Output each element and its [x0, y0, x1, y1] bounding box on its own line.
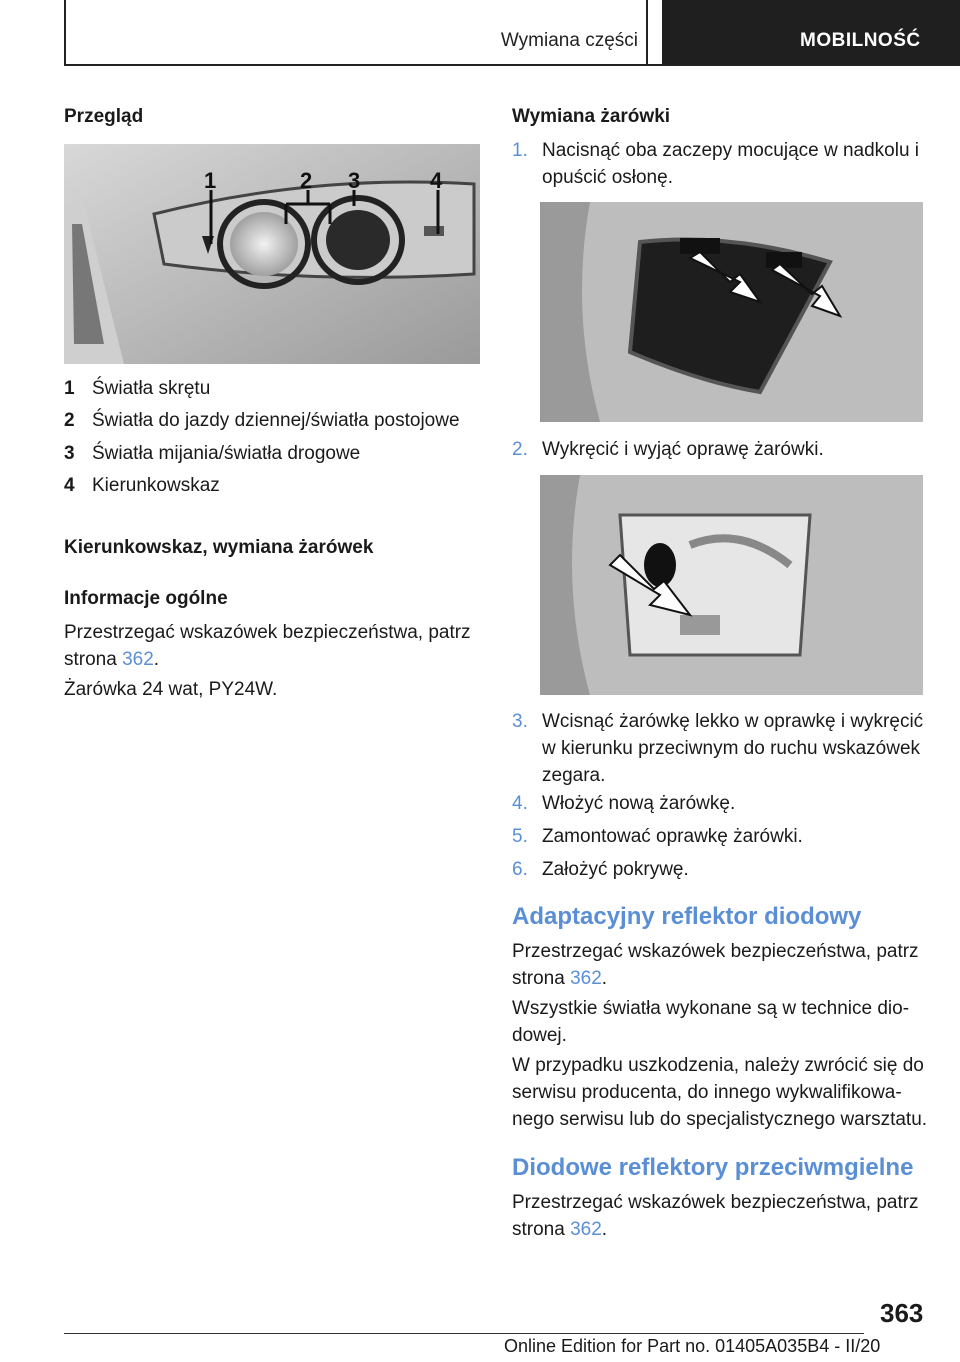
- page-link[interactable]: 362: [122, 649, 154, 670]
- general-info-title: Informacje ogólne: [64, 588, 228, 609]
- legend-text: Kierunkowskaz: [92, 475, 220, 496]
- step-number: 2.: [512, 439, 528, 460]
- step-text: Założyć pokrywę.: [542, 859, 689, 880]
- legend-number: 3: [64, 443, 75, 464]
- headlight-illustration: [64, 144, 480, 364]
- overview-title: Przegląd: [64, 106, 144, 127]
- page-link[interactable]: 362: [570, 1219, 602, 1240]
- legend-text: Światła do jazdy dziennej/światła postojowe: [92, 410, 460, 431]
- bulb-holder-illustration: [540, 475, 923, 695]
- section-title-turn-signal: Kierunkowskaz, wymiana żarówek: [64, 537, 374, 558]
- legend-row: [64, 443, 360, 465]
- callout-1: 1: [204, 168, 217, 193]
- step-text: Zamontować oprawkę żarówki.: [542, 826, 803, 847]
- callout-2: 2: [300, 168, 313, 193]
- edition-text: Online Edition for Part no. 01405A035B4 - II/20: [504, 1336, 881, 1356]
- page-link[interactable]: 362: [570, 968, 602, 989]
- step-number: 4.: [512, 793, 528, 814]
- page-number: 363: [880, 1298, 924, 1328]
- callout-4: 4: [430, 168, 443, 193]
- header-rule: [64, 64, 960, 66]
- step-text: Wykręcić i wyjąć oprawę żarówki.: [542, 439, 824, 460]
- replace-bulb-title: Wymiana żarówki: [512, 106, 671, 127]
- cover-illustration: [540, 202, 923, 422]
- legend-row: [64, 410, 460, 432]
- general-info-text: Przestrzegać wskazówek bezpieczeństwa, patrz strona 362.: [64, 622, 471, 670]
- step-number: 5.: [512, 826, 528, 847]
- legend-text: Światła skrętu: [92, 378, 211, 399]
- step-number: 1.: [512, 140, 528, 161]
- header-section-title: Wymiana części: [500, 30, 638, 51]
- adaptive-led-text: Wszystkie światła wykonane są w technice diodowej.: [512, 998, 910, 1046]
- legend-row: [64, 475, 220, 497]
- bulb-spec-text: Żarówka 24 wat, PY24W.: [64, 679, 278, 700]
- step-text: Nacisnąć oba zaczepy mocujące w nadkolu i opuścić osłonę.: [542, 140, 920, 188]
- wheel-arch-cover-photo: [540, 202, 923, 422]
- legend-row: [64, 378, 210, 400]
- legend-number: 2: [64, 410, 75, 431]
- fog-lights-title: Diodowe reflektory przeciwmgielne: [512, 1154, 914, 1181]
- legend-number: 4: [64, 475, 75, 496]
- footer-rule: [64, 1333, 864, 1334]
- legend-number: 1: [64, 378, 75, 399]
- adaptive-safety-text: Przestrzegać wskazówek bezpieczeństwa, patrz strona 362.: [512, 941, 919, 989]
- fog-safety-text: Przestrzegać wskazówek bezpieczeństwa, patrz strona 362.: [512, 1192, 919, 1240]
- step-text: Wcisnąć żarówkę lekko w oprawkę i wykręcić w kierunku przeciwnym do ruchu wskazówek zegara.: [542, 711, 924, 786]
- step-number: 3.: [512, 711, 528, 732]
- legend-text: Światła mijania/światła drogowe: [92, 443, 361, 464]
- step-number: 6.: [512, 859, 528, 880]
- headlight-photo: [64, 144, 480, 364]
- callout-3: 3: [348, 168, 361, 193]
- header-chapter-title: MOBILNOŚĆ: [800, 30, 921, 51]
- adaptive-led-title: Adaptacyjny reflektor diodowy: [512, 903, 862, 930]
- adaptive-service-text: W przypadku uszkodzenia, należy zwrócić się do serwisu producenta, do innego wykwalifikowanego serwisu lub do specjalistycznego warsztatu.: [512, 1055, 928, 1130]
- step-text: Włożyć nową żarówkę.: [542, 793, 736, 814]
- bulb-holder-photo: [540, 475, 923, 695]
